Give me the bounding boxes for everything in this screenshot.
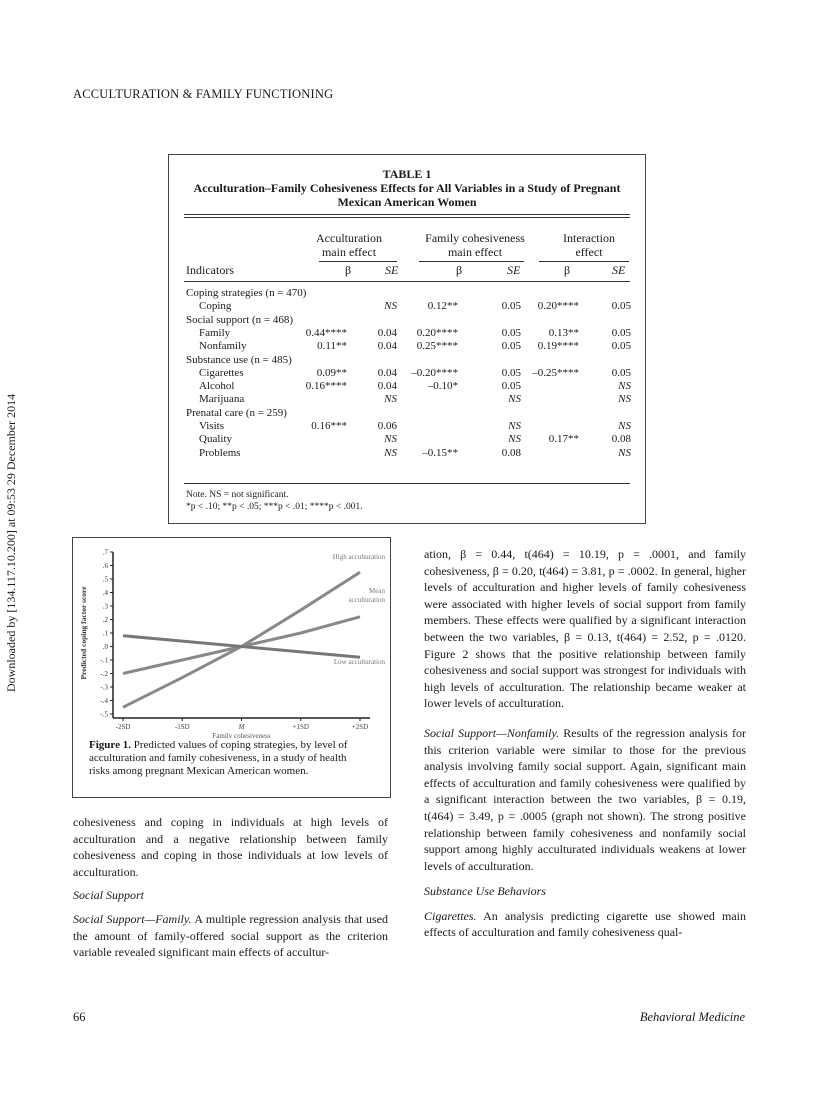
- col-group-family-cohesiveness-line-1: Family cohesiveness: [425, 231, 525, 245]
- table-caption-line-2: Mexican American Women: [337, 195, 477, 209]
- page-number: 66: [73, 1010, 86, 1024]
- x-axis-label: Family cohesiveness: [212, 732, 271, 738]
- right-paragraph-3: [424, 908, 746, 941]
- col-group-interaction-line-1: Interaction: [563, 231, 615, 245]
- figure-caption-line-3: risks among pregnant Mexican American women.: [89, 765, 309, 777]
- left-paragraph-2-text: A multiple regression analysis that used the amount of family-offered social support as the criterion variable revealed significant main effects of accultur-: [73, 911, 388, 960]
- y-tick-label: .7: [102, 548, 108, 557]
- y-tick-label: .0: [102, 643, 108, 651]
- col-group-rule-1: [319, 261, 397, 262]
- figure-caption: [89, 739, 382, 778]
- table-cell: 0.04: [377, 326, 397, 339]
- col-group-acculturation-line-1: Acculturation: [316, 231, 382, 245]
- label-mean-acculturation-line-1: Mean: [369, 587, 385, 595]
- figure-caption-line-1: Predicted values of coping strategies, by level of: [133, 739, 348, 751]
- y-tick-label: -.5: [100, 710, 108, 719]
- x-tick-label: -2SD: [115, 723, 131, 731]
- se-header-1: SE: [385, 263, 399, 277]
- table-cell: NS: [508, 433, 521, 446]
- table-row-label: Substance use (n = 485): [186, 353, 292, 366]
- table-cell: 0.05: [611, 300, 631, 313]
- col-group-rule-3: [539, 261, 629, 262]
- table-row-label: Visits: [199, 420, 225, 432]
- table-cell: –0.10*: [427, 380, 458, 393]
- table-cell: 0.09**: [316, 366, 347, 379]
- left-paragraph-2-lead: Social Support—Family.: [73, 911, 192, 926]
- table-cell: 0.04: [377, 340, 397, 353]
- table-cell: 0.20****: [416, 326, 458, 339]
- left-paragraph-1: cohesiveness and coping in individuals at high levels of acculturation and a negative relationship between family cohesiveness and coping in those individuals at low levels of acculturation.: [73, 815, 388, 879]
- table-cell: 0.16****: [305, 380, 347, 393]
- col-group-acculturation-line-2: main effect: [321, 245, 377, 259]
- table-row-label: Family: [199, 326, 231, 339]
- col-group-family-cohesiveness-line-2: main effect: [447, 245, 503, 259]
- series-low-acculturation: [123, 636, 360, 658]
- y-tick-label: .4: [102, 589, 108, 597]
- table-cell: 0.05: [501, 300, 521, 313]
- table-cell: NS: [508, 393, 521, 406]
- table-cell: NS: [384, 393, 397, 406]
- download-side-note: [2, 272, 22, 692]
- coping-line-chart: [73, 538, 390, 738]
- section-heading-social-support: Social Support: [73, 888, 144, 903]
- col-group-interaction-line-2: effect: [575, 245, 603, 259]
- x-tick-label: -1SD: [174, 723, 190, 731]
- se-header-2: SE: [507, 263, 521, 277]
- y-tick-label: -.3: [100, 683, 108, 692]
- left-column: [73, 814, 388, 961]
- right-paragraph-3-lead: Cigarettes.: [424, 908, 477, 923]
- y-tick-label: -.4: [100, 697, 108, 705]
- table-row-label: Cigarettes: [199, 366, 244, 379]
- right-paragraph-2-lead: Social Support—Nonfamily.: [424, 725, 560, 740]
- table-rule-top: [184, 214, 630, 215]
- table-cell: 0.05: [611, 340, 631, 353]
- right-paragraph-3-text: An analysis predicting cigarette use showed main effects of acculturation and family cohesiveness qual-: [424, 908, 746, 940]
- col-group-rule-2: [419, 261, 524, 262]
- table-caption: [187, 181, 627, 209]
- table-row-label: Quality: [199, 433, 232, 446]
- label-high-acculturation: High acculturation: [332, 553, 385, 561]
- y-tick-label: .5: [102, 575, 108, 584]
- table-cell: –0.20****: [411, 366, 458, 379]
- indicators-header: Indicators: [186, 263, 234, 277]
- table-cell: 0.25****: [416, 340, 458, 353]
- table-cell: NS: [384, 433, 397, 446]
- label-low-acculturation: Low acculturation: [333, 658, 385, 666]
- table-row-label: Coping strategies (n = 470): [186, 287, 307, 299]
- table-cell: 0.13**: [548, 326, 579, 339]
- table-cell: 0.04: [377, 366, 397, 379]
- table-cell: 0.05: [501, 340, 521, 353]
- table-cell: NS: [508, 420, 521, 432]
- right-paragraph-2-text: Results of the regression analysis for this criterion variable were similar to those for the previous analysis involving family social support. Again, significant main effects of acculturation and family cohesiveness were qualified by a significant interaction between the two variables, β = 0.19, t(464) = 3.49, p = .0005 (graph not shown). The strong positive relationship between family cohesiveness and nonfamily social support among highly acculturated individuals weakens at lower levels of acculturation.: [424, 725, 746, 873]
- journal-name: Behavioral Medicine: [639, 1010, 745, 1024]
- table-cell: 0.11**: [317, 340, 347, 353]
- table-note-line-1: Note. NS = not significant.: [186, 490, 289, 500]
- section-heading-substance-use: Substance Use Behaviors: [424, 884, 546, 899]
- y-tick-label: -.1: [100, 656, 108, 665]
- y-tick-label: -.2: [100, 670, 108, 678]
- right-paragraph-2: [424, 725, 746, 874]
- col-group-interaction: [549, 231, 629, 259]
- table-cell: NS: [618, 420, 631, 432]
- table-cell: 0.12**: [427, 300, 458, 313]
- table-cell: 0.17**: [548, 433, 579, 446]
- table-rule-bottom: [184, 483, 630, 484]
- table-cell: 0.16***: [311, 420, 347, 432]
- beta-header-3: β: [564, 263, 571, 277]
- table-cell: 0.08: [611, 433, 631, 446]
- x-tick-label: +2SD: [351, 723, 369, 731]
- y-tick-label: .1: [102, 629, 108, 638]
- table-cell: 0.06: [377, 420, 397, 432]
- table-cell: 0.20****: [537, 300, 579, 313]
- col-group-acculturation: [306, 231, 392, 259]
- figure-caption-line-2: acculturation and family cohesiveness, in a study of health: [89, 752, 347, 764]
- right-paragraph-1: ation, β = 0.44, t(464) = 10.19, p = .0001, and family cohesiveness, β = 0.20, t(464) = 3.81, p = .0002. In general, higher levels of acculturation and higher levels of family cohesiveness were associated with higher levels of social support from family members. These effects were qualified by a significant interaction between the two variables, β = 0.13, t(464) = 2.52, p = .0120. Figure 2 shows that the positive relationship between family cohesiveness and social support was strongest for individuals with high levels of acculturation. The relationship became weaker at lower levels of acculturation.: [424, 547, 746, 711]
- table-note: [186, 489, 363, 513]
- table-cell: 0.44****: [305, 326, 347, 339]
- table-rule-header: [184, 281, 630, 282]
- y-tick-label: .6: [102, 562, 108, 570]
- y-tick-label: .3: [102, 602, 108, 611]
- table-1: [168, 154, 646, 524]
- beta-header-2: β: [456, 263, 463, 277]
- table-caption-line-1: Acculturation–Family Cohesiveness Effects for All Variables in a Study of Pregnant: [193, 181, 621, 195]
- download-side-note-text: Downloaded by [134.117.10.200] at 09:53 29 December 2014: [4, 393, 18, 692]
- left-paragraph-2: [73, 911, 388, 961]
- se-header-3: SE: [612, 263, 626, 277]
- table-cell: NS: [618, 380, 631, 393]
- table-row-label: Problems: [199, 446, 241, 459]
- table-cell: NS: [618, 393, 631, 406]
- right-column: [424, 546, 746, 941]
- table-cell: NS: [384, 446, 397, 459]
- table-cell: 0.05: [611, 326, 631, 339]
- table-row-label: Prenatal care (n = 259): [186, 406, 287, 419]
- y-tick-label: .2: [102, 616, 108, 624]
- table-row-label: Social support (n = 468): [186, 313, 294, 326]
- figure-caption-label: Figure 1.: [89, 739, 131, 751]
- table-cell: NS: [618, 446, 631, 459]
- table-cell: 0.05: [501, 326, 521, 339]
- figure-1: [72, 537, 391, 798]
- y-axis-label: Predicted coping factor score: [79, 586, 88, 680]
- table-row-label: Alcohol: [199, 380, 235, 393]
- table-row-label: Nonfamily: [199, 340, 247, 353]
- table-cell: 0.04: [377, 380, 397, 393]
- table-cell: 0.05: [501, 380, 521, 393]
- beta-header-1: β: [345, 263, 352, 277]
- table-cell: 0.05: [611, 366, 631, 379]
- table-note-line-2: *p < .10; **p < .05; ***p < .01; ****p < .001.: [186, 502, 363, 512]
- table-cell: 0.05: [501, 366, 521, 379]
- running-head: ACCULTURATION & FAMILY FUNCTIONING: [73, 87, 334, 101]
- table-title: TABLE 1: [382, 167, 432, 181]
- table-cell: –0.25****: [532, 366, 579, 379]
- x-tick-label: +1SD: [292, 723, 309, 731]
- table-cell: 0.08: [501, 446, 521, 459]
- table-rule-top-double: [184, 217, 630, 218]
- table-cell: –0.15**: [422, 446, 458, 459]
- table-row-label: Coping: [199, 300, 232, 313]
- table-row-label: Marijuana: [199, 393, 245, 406]
- table-cell: NS: [384, 300, 397, 313]
- table-cell: 0.19****: [537, 340, 579, 353]
- col-group-family-cohesiveness: [415, 231, 535, 259]
- x-tick-label: M: [238, 723, 245, 731]
- label-mean-acculturation-line-2: acculturation: [348, 596, 385, 604]
